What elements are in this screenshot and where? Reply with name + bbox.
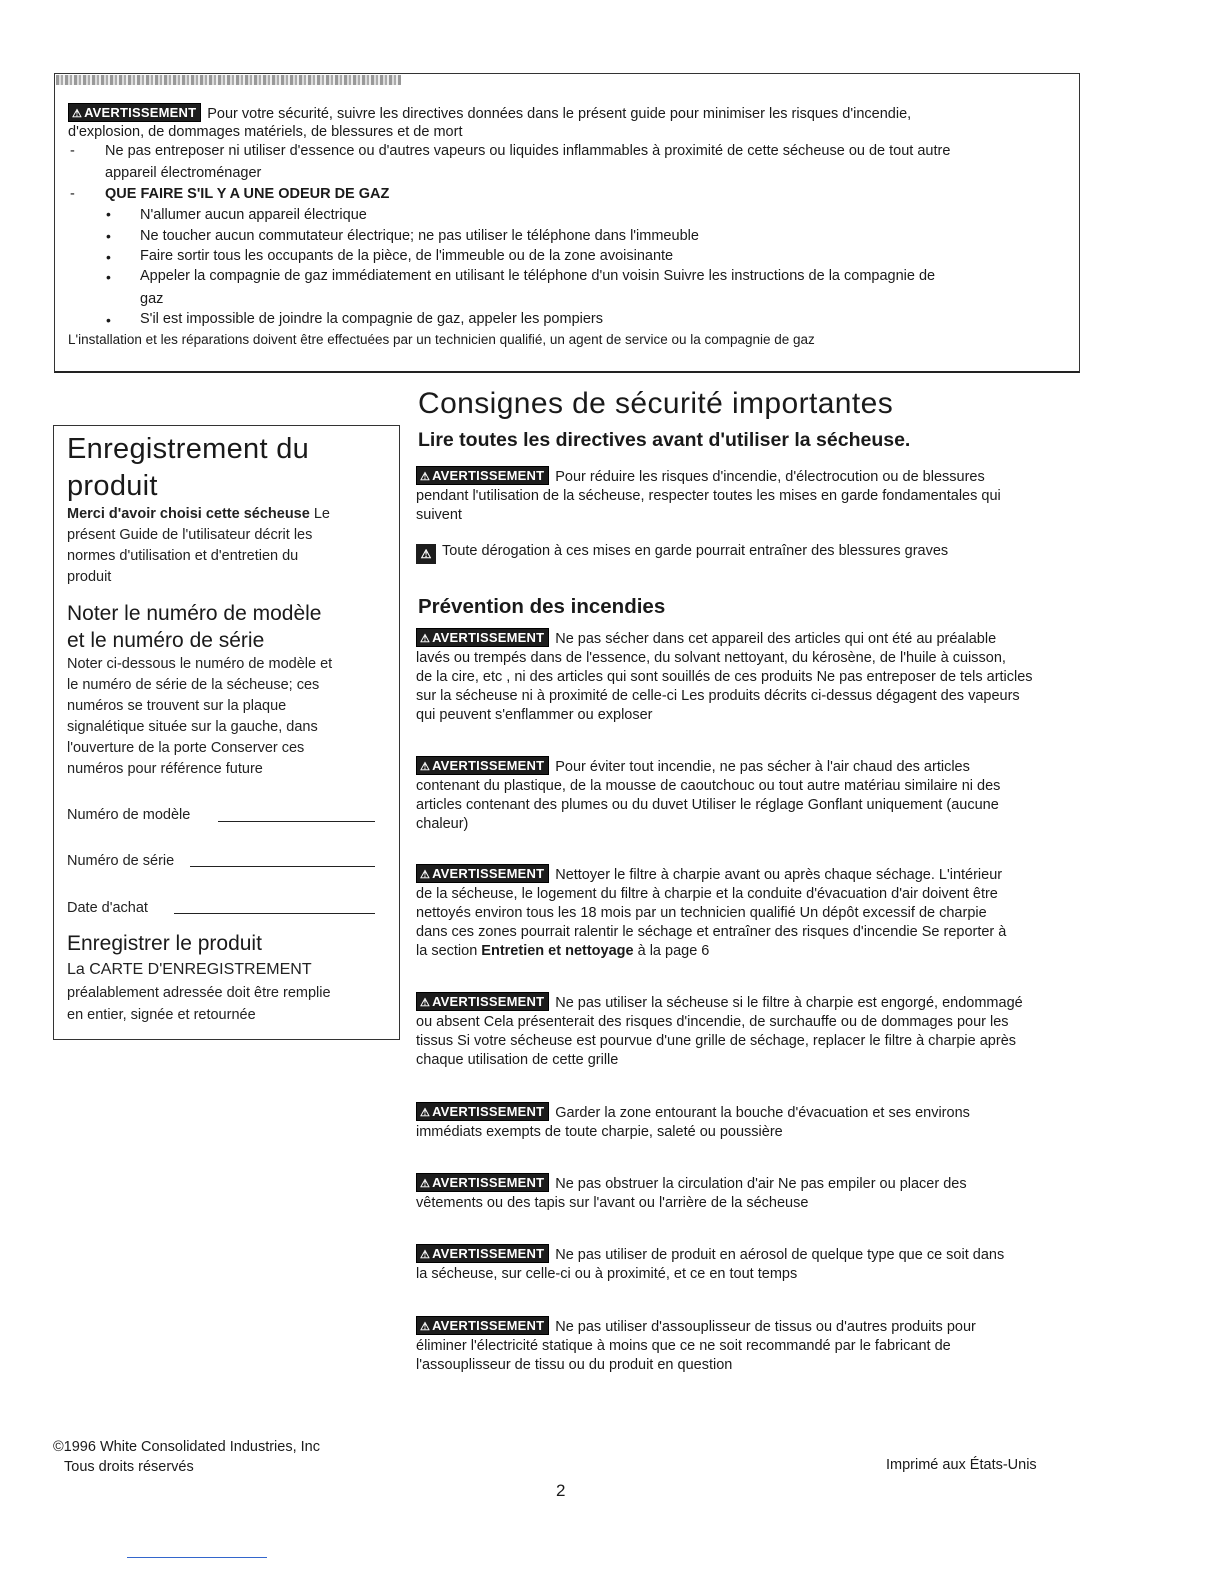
dash-marker: - bbox=[70, 143, 75, 159]
bullet-icon: • bbox=[106, 312, 111, 328]
warning-triangle-icon: ⚠ bbox=[420, 1321, 431, 1333]
footer-rule bbox=[127, 1557, 267, 1558]
warning-badge: ⚠ AVERTISSEMENT bbox=[416, 1244, 549, 1263]
warning-badge: ⚠ AVERTISSEMENT bbox=[416, 466, 549, 485]
warning-plastic-items: ⚠ AVERTISSEMENT Pour éviter tout incendie, ne pas sécher à l'air chaud des articles contenant du plastique, de la mousse de caoutchouc ou tout autre matériau similaire ni des articles contenant des plumes ou du duvet Utiliser le réglage Gonflant uniquement (aucune chaleur) bbox=[416, 758, 1001, 832]
warning-triangle-icon: ⚠ bbox=[72, 108, 83, 120]
note-numbers-title: Noter le numéro de modèle bbox=[67, 602, 322, 625]
register-card-text: préalablement adressée doit être remplie bbox=[67, 985, 331, 1001]
registration-thanks: Merci d'avoir choisi cette sécheuse Le bbox=[67, 506, 330, 522]
gas-step-1: N'allumer aucun appareil électrique bbox=[140, 207, 367, 223]
warning-aerosol: ⚠ AVERTISSEMENT Ne pas utiliser de produit en aérosol de quelque type que ce soit dans la sécheuse, sur celle-ci ou à proximité, et ce en tout temps bbox=[416, 1246, 1005, 1282]
registration-title-cont: produit bbox=[67, 470, 158, 502]
note-numbers-text: le numéro de série de la sécheuse; ces bbox=[67, 677, 320, 693]
page-title: Consignes de sécurité importantes bbox=[418, 387, 894, 420]
register-card-text: en entier, signée et retournée bbox=[67, 1007, 256, 1023]
gas-warning-footer: L'installation et les réparations doivent être effectuées par un technicien qualifié, un agent de service ou la compagnie de gaz bbox=[68, 332, 815, 347]
warning-triangle-icon: ⚠ bbox=[420, 869, 431, 881]
warning-triangle-icon: ⚠ bbox=[420, 1249, 431, 1261]
warning-badge: ⚠ AVERTISSEMENT bbox=[416, 1316, 549, 1335]
serial-number-label: Numéro de série bbox=[67, 853, 175, 869]
bullet-icon: • bbox=[106, 206, 111, 222]
rights-reserved: Tous droits réservés bbox=[64, 1459, 194, 1475]
warning-badge: ⚠ AVERTISSEMENT bbox=[68, 103, 201, 122]
note-numbers-text: numéros pour référence future bbox=[67, 761, 263, 777]
purchase-date-field[interactable] bbox=[174, 913, 375, 914]
box-header-stripe bbox=[56, 75, 401, 85]
gas-step-4-cont: gaz bbox=[140, 291, 164, 307]
warning-flammable-items: ⚠ AVERTISSEMENT Ne pas sécher dans cet appareil des articles qui ont été au préalable lavés ou trempés dans de l'essence, du solvant nettoyant, du kérosène, de l'huile à cuisson, de la cire, etc , ni des articles qui sont souillés de ces produits Ne pas entreposer de tels articles sur la sécheuse ni à proximité de celle-ci Les produits décrits ci-dessus dégagent des vapeurs qui peuvent s'enflammer ou exploser bbox=[416, 630, 1033, 723]
warning-fabric-softener: ⚠ AVERTISSEMENT Ne pas utiliser d'assouplisseur de tissus ou d'autres produits pour éliminer l'électricité statique à moins que ce ne soit recommandé par le fabricant de l'assouplisseur de tissu ou du produit en question bbox=[416, 1318, 976, 1373]
warning-badge: ⚠ AVERTISSEMENT bbox=[416, 1173, 549, 1192]
gas-step-2: Ne toucher aucun commutateur électrique; ne pas utiliser le téléphone dans l'immeuble bbox=[140, 228, 699, 244]
warning-lint-filter: ⚠ AVERTISSEMENT Nettoyer le filtre à charpie avant ou après chaque séchage. L'intérieur de la sécheuse, le logement du filtre à charpie et la conduite d'évacuation d'air doivent être nettoyés environ tous les 18 mois par un technicien qualifié Un dépôt excessif de charpie dans ces zones pourrait ralentir le séchage et entraîner des risques d'incendie Se reporter à la section Entretien et nettoyage à la page 6 bbox=[416, 866, 1007, 959]
page-subtitle: Lire toutes les directives avant d'utiliser la sécheuse. bbox=[418, 429, 911, 451]
registration-intro: normes d'utilisation et d'entretien du bbox=[67, 548, 299, 564]
bullet-icon: • bbox=[106, 249, 111, 265]
gas-item-1-cont: appareil électroménager bbox=[105, 165, 262, 181]
model-number-label: Numéro de modèle bbox=[67, 807, 191, 823]
registration-intro: produit bbox=[67, 569, 112, 585]
registration-title: Enregistrement du bbox=[67, 433, 310, 465]
warning-triangle-icon: ⚠ bbox=[420, 997, 431, 1009]
warning-badge: ⚠ AVERTISSEMENT bbox=[416, 628, 549, 647]
register-product-title: Enregistrer le produit bbox=[67, 932, 262, 955]
purchase-date-label: Date d'achat bbox=[67, 900, 148, 916]
warning-airflow: ⚠ AVERTISSEMENT Ne pas obstruer la circulation d'air Ne pas empiler ou placer des vêtements ou des tapis sur l'avant ou l'arrière de la sécheuse bbox=[416, 1175, 967, 1211]
warning-badge: ⚠ AVERTISSEMENT bbox=[416, 1102, 549, 1121]
caution-notice: ⚠ Toute dérogation à ces mises en garde pourrait entraîner des blessures graves bbox=[416, 542, 1080, 564]
note-numbers-text: l'ouverture de la porte Conserver ces bbox=[67, 740, 305, 756]
serial-number-field[interactable] bbox=[190, 866, 375, 867]
gas-warning-intro: ⚠ AVERTISSEMENT Pour votre sécurité, suivre les directives données dans le présent guide pour minimiser les risques d'incendie, bbox=[68, 103, 911, 124]
warning-exhaust-area: ⚠ AVERTISSEMENT Garder la zone entourant la bouche d'évacuation et ses environs immédiats exempts de toute charpie, saleté ou poussière bbox=[416, 1104, 970, 1140]
gas-step-4: Appeler la compagnie de gaz immédiatement en utilisant le téléphone d'un voisin Suivre les instructions de la compagnie de bbox=[140, 268, 936, 284]
page-number: 2 bbox=[556, 1481, 566, 1500]
model-number-field[interactable] bbox=[218, 821, 375, 822]
gas-odor-heading: QUE FAIRE S'IL Y A UNE ODEUR DE GAZ bbox=[105, 186, 390, 202]
note-numbers-text: Noter ci-dessous le numéro de modèle et bbox=[67, 656, 333, 672]
bullet-icon: • bbox=[106, 269, 111, 285]
warning-triangle-icon: ⚠ bbox=[420, 1107, 431, 1119]
gas-step-3: Faire sortir tous les occupants de la pièce, de l'immeuble ou de la zone avoisinante bbox=[140, 248, 674, 264]
registration-intro: présent Guide de l'utilisateur décrit les bbox=[67, 527, 313, 543]
warning-badge: ⚠ AVERTISSEMENT bbox=[416, 756, 549, 775]
note-numbers-text: numéros se trouvent sur la plaque bbox=[67, 698, 287, 714]
fire-prevention-title: Prévention des incendies bbox=[418, 595, 666, 618]
dash-marker: - bbox=[70, 186, 75, 202]
warning-badge: ⚠ AVERTISSEMENT bbox=[416, 864, 549, 883]
copyright: ©1996 White Consolidated Industries, Inc bbox=[53, 1439, 320, 1455]
warning-triangle-icon: ⚠ bbox=[416, 544, 436, 564]
printed-in: Imprimé aux États-Unis bbox=[886, 1457, 1037, 1473]
bullet-icon: • bbox=[106, 228, 111, 244]
warning-triangle-icon: ⚠ bbox=[420, 1178, 431, 1190]
register-card-line: La CARTE D'ENREGISTREMENT bbox=[67, 961, 312, 978]
gas-step-5: S'il est impossible de joindre la compagnie de gaz, appeler les pompiers bbox=[140, 311, 603, 327]
note-numbers-title-cont: et le numéro de série bbox=[67, 629, 265, 652]
note-numbers-text: signalétique située sur la gauche, dans bbox=[67, 719, 318, 735]
warning-triangle-icon: ⚠ bbox=[420, 761, 431, 773]
gas-item-1: Ne pas entreposer ni utiliser d'essence ou d'autres vapeurs ou liquides inflammables à proximité de cette sécheuse ou de tout autre bbox=[105, 143, 951, 159]
warning-general: ⚠ AVERTISSEMENT Pour réduire les risques d'incendie, d'électrocution ou de blessures pendant l'utilisation de la sécheuse, respecter toutes les mises en garde fondamentales qui suivent bbox=[416, 468, 1001, 523]
warning-clogged-filter: ⚠ AVERTISSEMENT Ne pas utiliser la sécheuse si le filtre à charpie est engorgé, endommagé ou absent Cela présenterait des risques d'incendie, de surchauffe ou de dommages pour les tissus Si votre sécheuse est pourvue d'une grille de séchage, replacer le filtre à charpie après chaque utilisation de cette grille bbox=[416, 994, 1023, 1068]
warning-triangle-icon: ⚠ bbox=[420, 471, 431, 483]
gas-warning-intro-cont: d'explosion, de dommages matériels, de blessures et de mort bbox=[68, 124, 463, 140]
warning-badge: ⚠ AVERTISSEMENT bbox=[416, 992, 549, 1011]
warning-triangle-icon: ⚠ bbox=[420, 633, 431, 645]
